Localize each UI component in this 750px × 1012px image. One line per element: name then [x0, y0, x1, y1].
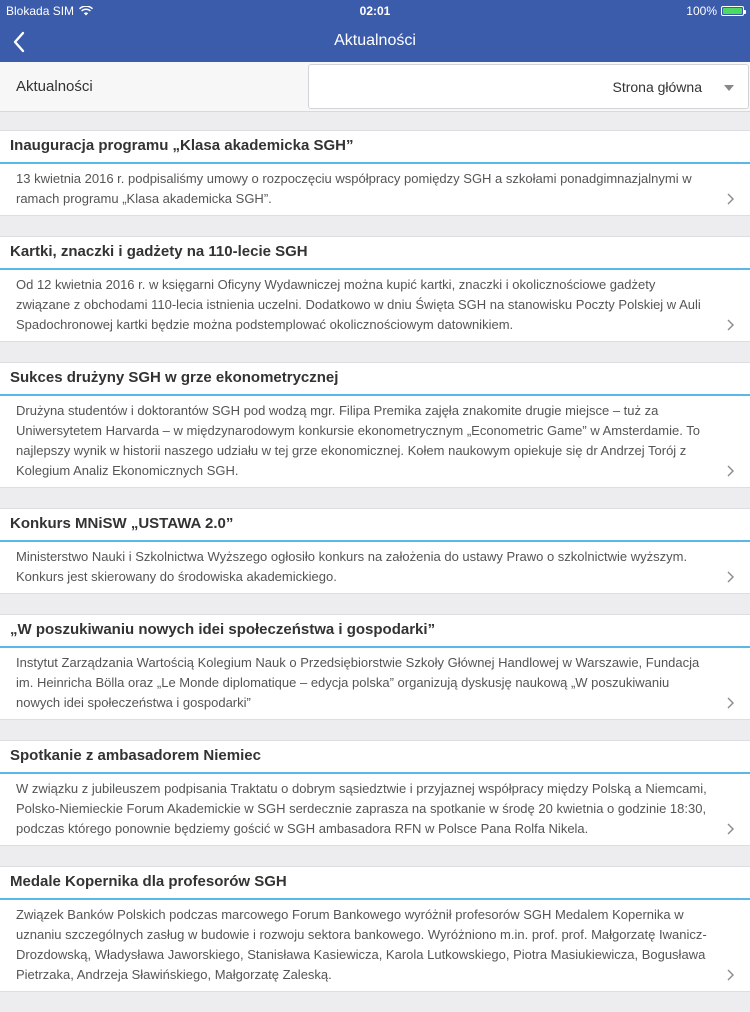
- chevron-right-icon: [726, 193, 734, 205]
- chevron-right-icon: [726, 969, 734, 981]
- carrier-label: Blokada SIM: [6, 4, 75, 18]
- filter-label: Aktualności: [16, 78, 93, 95]
- news-item-body: [0, 270, 750, 341]
- news-item[interactable]: [0, 740, 750, 846]
- filter-row: [0, 62, 750, 112]
- news-item[interactable]: [0, 614, 750, 720]
- category-dropdown[interactable]: [308, 64, 749, 109]
- chevron-right-icon: [726, 697, 734, 709]
- battery-percent: 100%: [686, 4, 717, 18]
- battery-fill: [723, 8, 742, 14]
- news-item-summary: Drużyna studentów i doktorantów SGH pod wodzą mgr. Filipa Premika zajęła znakomite drugie miejsce – tuż za Uniwersytetem Harvarda – w międzynarodowym konkursie ekonometrycznym „Econometric Game” w Amsterdamie. To najlepszy wynik w historii naszego udziału w tej grze ekonomicznej. Kołem naukowym opiekuje się dr Andrzej Torój z Kolegium Analiz Ekonomicznych SGH.: [16, 403, 700, 478]
- news-item-summary: 13 kwietnia 2016 r. podpisaliśmy umowy o rozpoczęciu współpracy pomiędzy SGH a szkołami ponadgimnazjalnymi w ramach programu „Klasa akademicka SGH”.: [16, 171, 692, 206]
- news-item-body: [0, 396, 750, 487]
- battery: [686, 4, 744, 18]
- chevron-right-icon: [726, 465, 734, 477]
- status-bar: [0, 0, 750, 22]
- news-item[interactable]: [0, 508, 750, 594]
- chevron-right-icon: [726, 823, 734, 835]
- dropdown-selected-value: Strona główna: [612, 79, 702, 95]
- news-item-title: „W poszukiwaniu nowych idei społeczeństwa i gospodarki”: [0, 615, 750, 648]
- news-list: [0, 130, 750, 1012]
- news-item-summary: Ministerstwo Nauki i Szkolnictwa Wyższego ogłosiło konkurs na założenia do ustawy Prawo o szkolnictwie wyższym. Konkurs jest skierowany do środowiska akademickiego.: [16, 549, 688, 584]
- news-item[interactable]: [0, 236, 750, 342]
- battery-icon: [721, 6, 744, 16]
- news-item-body: [0, 900, 750, 991]
- caret-down-icon: [724, 85, 734, 91]
- news-item-summary: Od 12 kwietnia 2016 r. w księgarni Oficyny Wydawniczej można kupić kartki, znaczki i okolicznościowe gadżety związane z obchodami 110-lecia istnienia uczelni. Dodatkowo w dniu Święta SGH na stanowisku Poczty Polskiej w Auli Spadochronowej kartki będzie można podstemplować okolicznościowym datownikiem.: [16, 277, 701, 332]
- news-item-title: Sukces drużyny SGH w grze ekonometrycznej: [0, 363, 750, 396]
- news-item-body: [0, 542, 750, 593]
- news-item-body: [0, 164, 750, 215]
- news-item-summary: Instytut Zarządzania Wartością Kolegium Nauk o Przedsiębiorstwie Szkoły Głównej Handlowej w Warszawie, Fundacja im. Heinricha Bölla oraz „Le Monde diplomatique – edycja polska” organizują dyskusję naukową „W poszukiwaniu nowych idei społeczeństwa i gospodarki”: [16, 655, 700, 710]
- chevron-right-icon: [726, 571, 734, 583]
- page-title: Aktualności: [334, 32, 416, 49]
- news-item-title: Inauguracja programu „Klasa akademicka SGH”: [0, 131, 750, 164]
- news-item[interactable]: [0, 130, 750, 216]
- news-item[interactable]: [0, 866, 750, 992]
- news-item-body: [0, 648, 750, 719]
- news-item-title: Konkurs MNiSW „USTAWA 2.0”: [0, 509, 750, 542]
- news-item[interactable]: [0, 362, 750, 488]
- news-item-body: [0, 774, 750, 845]
- news-item-title: Spotkanie z ambasadorem Niemiec: [0, 741, 750, 774]
- news-item-title: Kartki, znaczki i gadżety na 110-lecie SGH: [0, 237, 750, 270]
- navigation-bar: [0, 22, 750, 62]
- news-item-title: Medale Kopernika dla profesorów SGH: [0, 867, 750, 900]
- news-item-summary: W związku z jubileuszem podpisania Traktatu o dobrym sąsiedztwie i przyjaznej współpracy między Polską a Niemcami, Polsko-Niemieckie Forum Akademickie w SGH serdecznie zaprasza na spotkanie w środę 20 kwietnia o godzinie 18:30, podczas którego ponownie będziemy gościć w SGH ambasadora RFN w Polsce Pana Rolfa Nikela.: [16, 781, 707, 836]
- news-item-summary: Związek Banków Polskich podczas marcowego Forum Bankowego wyróżnił profesorów SGH Medalem Kopernika w uznaniu szczególnych zasług w budowie i rozwoju sektora bankowego. Wyróżniono m.in. prof. prof. Małgorzatę Iwanicz-Drozdowską, Władysława Jaworskiego, Stanisława Kasiewicza, Karola Lutkowskiego, Piotra Masiukiewicza, Bogusława Pietrzaka, Andrzeja Sławińskiego, Małgorzatę Zaleską.: [16, 907, 707, 982]
- status-time: 02:01: [359, 4, 391, 18]
- chevron-right-icon: [726, 319, 734, 331]
